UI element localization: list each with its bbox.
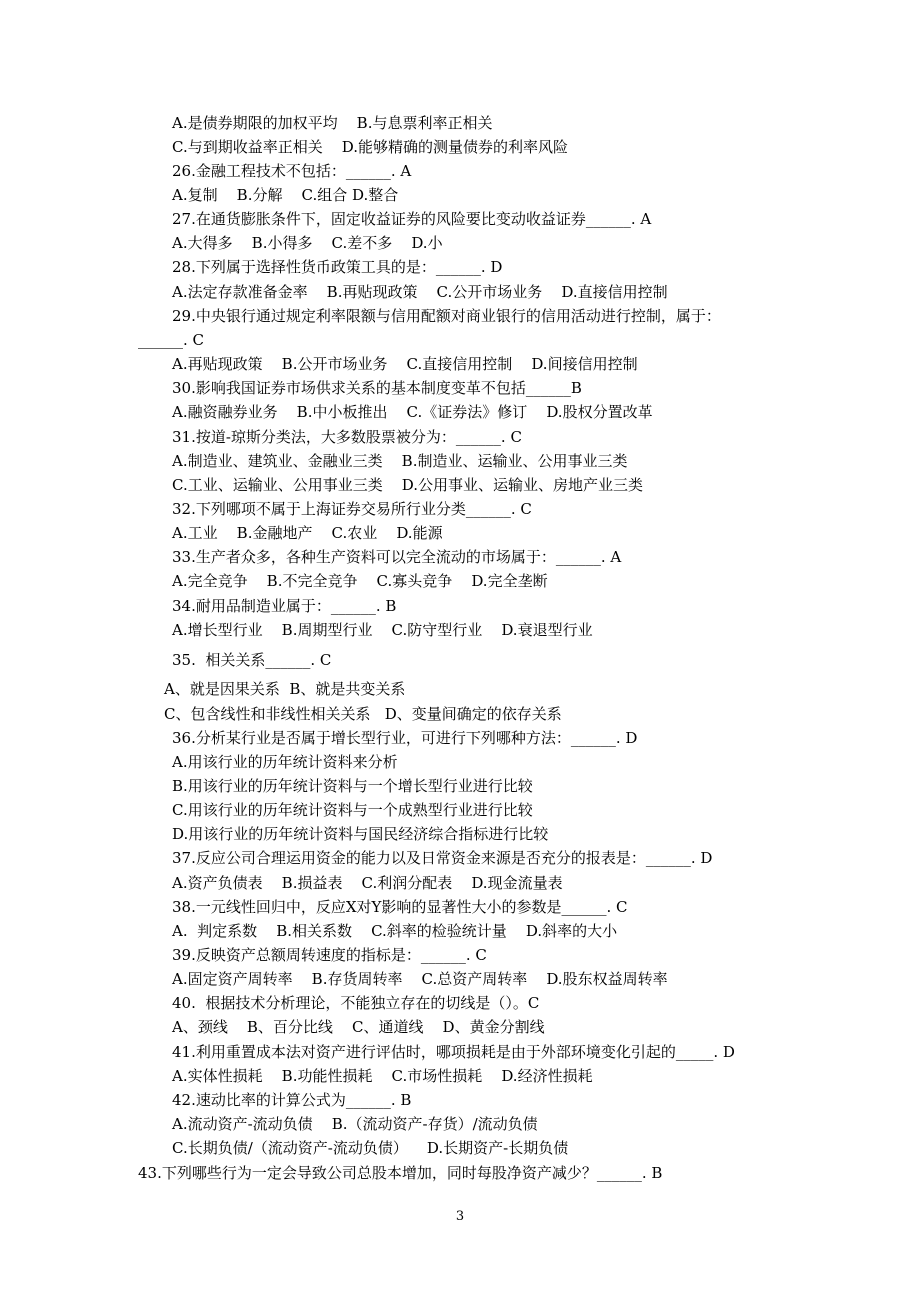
text-line: 36.分析某行业是否属于增长型行业，可进行下列哪种方法：______. D — [172, 729, 638, 747]
text-line: C.工业、运输业、公用事业三类 D.公用事业、运输业、房地产业三类 — [172, 476, 644, 494]
text-line: A.完全竞争 B.不完全竞争 C.寡头竞争 D.完全垄断 — [172, 572, 548, 590]
text-line: C.长期负债/（流动资产-流动负债） D.长期资产-长期负债 — [172, 1139, 569, 1157]
text-line: A.用该行业的历年统计资料来分析 — [172, 753, 398, 771]
text-line: A.融资融券业务 B.中小板推出 C.《证券法》修订 D.股权分置改革 — [172, 403, 653, 421]
text-line: A.复制 B.分解 C.组合 D.整合 — [172, 186, 399, 204]
text-line: 41.利用重置成本法对资产进行评估时，哪项损耗是由于外部环境变化引起的_____. D — [172, 1043, 735, 1061]
text-line: 31.按道-琼斯分类法，大多数股票被分为：______. C — [172, 428, 522, 446]
text-line: A.法定存款准备金率 B.再贴现政策 C.公开市场业务 D.直接信用控制 — [172, 283, 668, 301]
text-line: A.实体性损耗 B.功能性损耗 C.市场性损耗 D.经济性损耗 — [172, 1067, 593, 1085]
text-line: 35. 相关关系______. C — [172, 651, 332, 669]
text-line: A.是债券期限的加权平均 B.与息票利率正相关 — [172, 114, 493, 132]
text-line: A.流动资产-流动负债 B.（流动资产-存货）/流动负债 — [172, 1115, 538, 1133]
text-line: 30.影响我国证券市场供求关系的基本制度变革不包括______B — [172, 379, 582, 397]
text-line: 40. 根据技术分析理论，不能独立存在的切线是（）。C — [172, 994, 540, 1012]
text-line: 32.下列哪项不属于上海证券交易所行业分类______. C — [172, 500, 532, 518]
text-line: ______. C — [138, 331, 205, 349]
text-line: 27.在通货膨胀条件下，固定收益证券的风险要比变动收益证券______. A — [172, 210, 652, 228]
text-line: 34.耐用品制造业属于：______. B — [172, 597, 397, 615]
text-line: 37.反应公司合理运用资金的能力以及日常资金来源是否充分的报表是：______. D — [172, 849, 713, 867]
text-line: A.制造业、建筑业、金融业三类 B.制造业、运输业、公用事业三类 — [172, 452, 628, 470]
text-line: A.大得多 B.小得多 C.差不多 D.小 — [172, 234, 443, 252]
text-line: 26.金融工程技术不包括：______. A — [172, 162, 412, 180]
text-line: B.用该行业的历年统计资料与一个增长型行业进行比较 — [172, 777, 533, 795]
text-line: C.用该行业的历年统计资料与一个成熟型行业进行比较 — [172, 801, 533, 819]
text-line: 33.生产者众多，各种生产资料可以完全流动的市场属于：______. A — [172, 548, 622, 566]
text-line: C.与到期收益率正相关 D.能够精确的测量债券的利率风险 — [172, 138, 569, 156]
text-line: A.再贴现政策 B.公开市场业务 C.直接信用控制 D.间接信用控制 — [172, 355, 638, 373]
page-number: 3 — [455, 1209, 465, 1224]
text-line: 28.下列属于选择性货币政策工具的是：______. D — [172, 258, 503, 276]
text-line: A、颈线 B、百分比线 C、通道线 D、黄金分割线 — [172, 1018, 545, 1036]
text-line: 42.速动比率的计算公式为______. B — [172, 1091, 412, 1109]
text-line: A.固定资产周转率 B.存货周转率 C.总资产周转率 D.股东权益周转率 — [172, 970, 668, 988]
text-line: A. 判定系数 B.相关系数 C.斜率的检验统计量 D.斜率的大小 — [172, 922, 618, 940]
text-line: C、包含线性和非线性相关关系 D、变量间确定的依存关系 — [164, 705, 562, 723]
text-line: 39.反映资产总额周转速度的指标是：______. C — [172, 946, 487, 964]
text-line: 29.中央银行通过规定利率限额与信用配额对商业银行的信用活动进行控制，属于： — [172, 307, 721, 325]
text-line: A、就是因果关系 B、就是共变关系 — [164, 680, 406, 698]
text-line: A.资产负债表 B.损益表 C.利润分配表 D.现金流量表 — [172, 874, 563, 892]
text-line: A.增长型行业 B.周期型行业 C.防守型行业 D.衰退型行业 — [172, 621, 593, 639]
text-line: D.用该行业的历年统计资料与国民经济综合指标进行比较 — [172, 825, 549, 843]
text-line: 43.下列哪些行为一定会导致公司总股本增加，同时每股净资产减少？______. B — [138, 1164, 663, 1182]
text-line: 38.一元线性回归中，反应X对Y影响的显著性大小的参数是______. C — [172, 898, 628, 916]
text-line: A.工业 B.金融地产 C.农业 D.能源 — [172, 524, 443, 542]
